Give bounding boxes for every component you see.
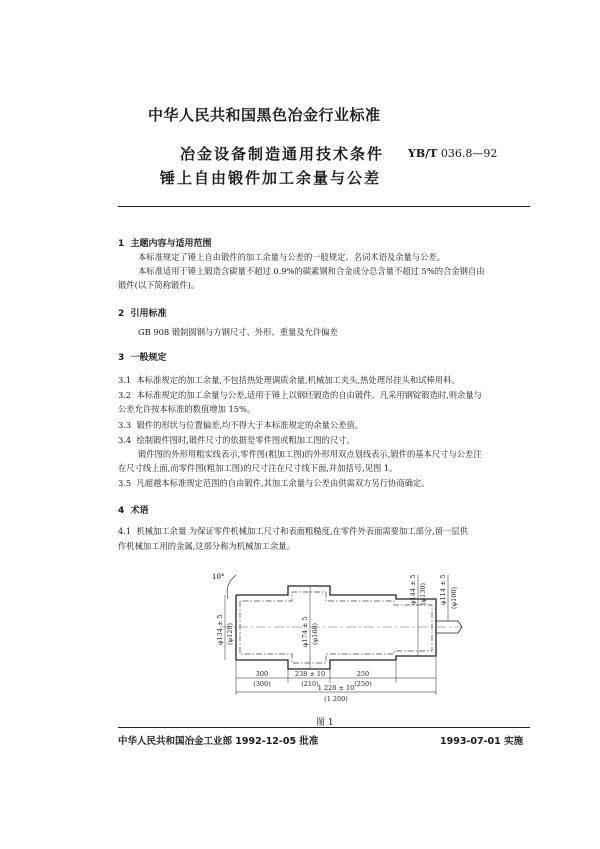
para-1-2b: 锻件(以下简称锻件)。	[118, 280, 200, 290]
doc-title-line2: 锤上自由锻件加工余量与公差	[160, 169, 382, 187]
org-standard-title: 中华人民共和国黑色冶金行业标准	[148, 106, 381, 124]
angle-label: 10°	[212, 573, 225, 581]
dim-d4: φ114 ± 5	[439, 574, 447, 605]
implementation-date: 1993-07-01 实施	[440, 736, 524, 747]
header-rule	[118, 206, 530, 207]
standard-code: 036.8—92	[440, 147, 498, 160]
forging-outline	[236, 586, 436, 669]
reference-gb908: GB 908 锻制圆钢与方钢尺寸、外形、重量及允许偏差	[138, 327, 338, 337]
part-outline	[240, 592, 432, 663]
section-4-heading: 4 术语	[118, 506, 149, 516]
clause-3-2b: 公差允许按本标准的数值增加 15%。	[118, 404, 256, 414]
clause-3-1: 3.1 本标准规定的加工余量,不包括热处理调质余量,机械加工夹头,热处理吊挂头和试棒用料。	[118, 375, 460, 385]
approval-info: 中华人民共和国冶金工业部 1992-12-05 批准	[118, 736, 319, 747]
clause-3-3: 3.3 锻件的形状与位置偏差,均不得大于本标准规定的余量公差值。	[118, 420, 364, 430]
standard-prefix: YB/T	[408, 147, 438, 160]
dim-total: 1 228 ± 10	[317, 684, 355, 692]
standard-number	[408, 147, 497, 160]
dim-l3: 250	[356, 670, 370, 678]
dim-d1-part: (φ120)	[226, 622, 234, 645]
footer-rule	[118, 727, 530, 728]
para-1-1: 本标准规定了锤上自由锻件的加工余量与公差的一般规定、名词术语及余量与公差。	[138, 252, 445, 262]
clause-3-4c: 在尺寸线上面,而零件图(粗加工图)的尺寸注在尺寸线下面,并加括号,见图 1。	[118, 463, 398, 473]
dim-l3-part: (250)	[354, 680, 372, 688]
dim-d3: φ144 ± 5	[409, 574, 417, 605]
dim-l2-part: (210)	[301, 680, 319, 688]
figure-1-forging-drawing	[200, 565, 560, 715]
para-1-2a: 本标准适用于锤上锻造含碳量不超过 0.9%的碳素钢和合金成分总含量不超过 5%的合金钢自由	[138, 266, 485, 276]
section-3-heading: 3 一般规定	[118, 353, 167, 363]
dim-d3-part: (φ130)	[419, 582, 427, 605]
clause-3-5: 3.5 凡超越本标准规定范围的自由锻件,其加工余量与公差由供需双方另行协商确定。	[118, 478, 430, 488]
dim-d4-part: (φ100)	[450, 586, 458, 609]
figure-caption: 图 1	[316, 718, 334, 728]
angle-arc	[227, 575, 236, 599]
dim-d2: φ174 ± 5	[301, 616, 309, 647]
dim-l1: 300	[255, 670, 269, 678]
clause-3-2a: 3.2 本标准规定的加工余量与公差,适用于锤上以钢坯锻造的自由锻件。凡采用钢锭锻造时,则余量与	[118, 390, 482, 400]
dim-l2: 238 ± 10	[294, 670, 326, 678]
dim-l1-part: (300)	[253, 680, 271, 688]
dim-total-part: (1 200)	[324, 695, 348, 703]
section-1-heading: 1 主题内容与适用范围	[118, 239, 212, 249]
clause-3-4: 3.4 绘制锻件图时,锻件尺寸的依据是零件图或粗加工图的尺寸。	[118, 435, 355, 445]
section-2-heading: 2 引用标准	[118, 309, 167, 319]
dim-d2-part: (φ160)	[311, 622, 319, 645]
doc-title-line1: 冶金设备制造通用技术条件	[180, 145, 385, 163]
clause-3-4b: 锻件图的外形用粗实线表示,零件图(粗加工图)的外形用双点划线表示,锻件的基本尺寸与公差注	[138, 449, 482, 459]
clause-4-1a: 4.1 机械加工余量 为保证零件机械加工尺寸和表面粗糙度,在零件外表面需要加工部分,留一层供	[118, 526, 468, 536]
dim-d1: φ134 ± 5	[216, 614, 224, 645]
clause-4-1b: 作机械加工用的金属,这部分称为机械加工余量。	[118, 541, 295, 551]
